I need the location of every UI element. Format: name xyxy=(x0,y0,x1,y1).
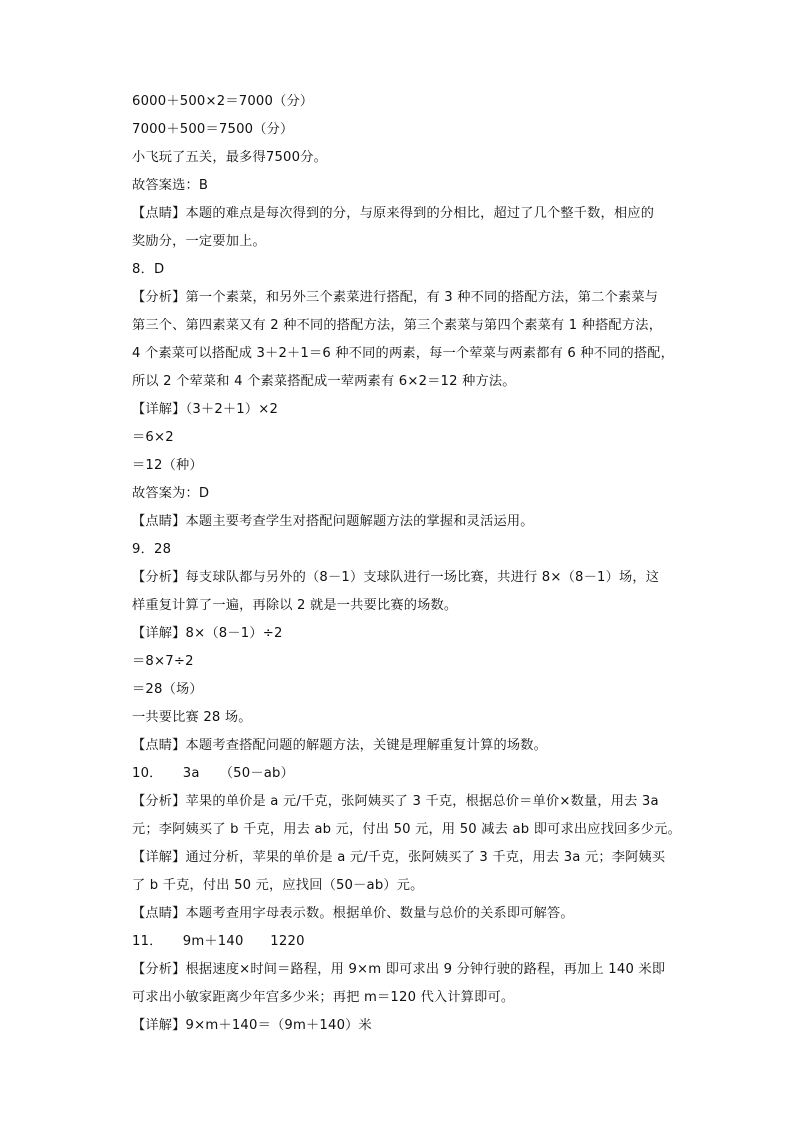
text-line: 【详解】通过分析，苹果的单价是 a 元/千克，张阿姨买了 3 千克，用去 3a 元；李阿姨买 xyxy=(132,850,666,865)
text-line: 【点睛】本题考查用字母表示数。根据单价、数量与总价的关系即可解答。 xyxy=(132,906,574,921)
text-line: 【点睛】本题的难点是每次得到的分，与原来得到的分相比，超过了几个整千数，相应的 xyxy=(132,206,655,221)
text-line: 6000＋500×2＝7000（分） xyxy=(132,94,314,109)
text-line: ＝28（场） xyxy=(132,682,203,697)
text-line: 10． 3a （50－ab） xyxy=(132,766,294,781)
text-line: 11． 9m＋140 1220 xyxy=(132,934,305,949)
text-line: 故答案为：D xyxy=(132,486,210,501)
text-line: 一共要比赛 28 场。 xyxy=(132,710,252,725)
text-line: 【分析】苹果的单价是 a 元/千克，张阿姨买了 3 千克，根据总价＝单价×数量，用去 3a xyxy=(132,794,659,809)
text-line: 4 个素菜可以搭配成 3＋2＋1＝6 种不同的两素，每一个荤菜与两素都有 6 种不同的搭配， xyxy=(132,346,675,361)
text-line: 8．D xyxy=(132,262,165,277)
text-line: 7000＋500＝7500（分） xyxy=(132,122,294,137)
text-line: 【分析】根据速度×时间＝路程，用 9×m 即可求出 9 分钟行驶的路程，再加上 140 米即 xyxy=(132,962,666,977)
text-line: 小飞玩了五关，最多得7500分。 xyxy=(132,150,328,165)
text-line: 第三个、第四素菜又有 2 种不同的搭配方法，第三个素菜与第四个素菜有 1 种搭配方法， xyxy=(132,318,663,333)
text-line: 【详解】9×m＋140＝（9m＋140）米 xyxy=(132,1018,372,1033)
text-line: ＝6×2 xyxy=(132,430,174,445)
text-line: 9．28 xyxy=(132,542,172,557)
text-line: 奖励分，一定要加上。 xyxy=(132,234,266,249)
text-line: 【点睛】本题考查搭配问题的解题方法，关键是理解重复计算的场数。 xyxy=(132,738,548,753)
text-line: ＝12（种） xyxy=(132,458,203,473)
text-line: 所以 2 个荤菜和 4 个素菜搭配成一荤两素有 6×2＝12 种方法。 xyxy=(132,374,516,389)
text-line: 元；李阿姨买了 b 千克，用去 ab 元，付出 50 元，用 50 减去 ab 即可求出应找回多少元。 xyxy=(132,822,681,837)
text-line: 【详解】（3＋2＋1）×2 xyxy=(132,402,279,417)
text-line: 样重复计算了一遍，再除以 2 就是一共要比赛的场数。 xyxy=(132,598,458,613)
text-line: 【分析】每支球队都与另外的（8－1）支球队进行一场比赛，共进行 8×（8－1）场，这 xyxy=(132,570,660,585)
text-line: 可求出小敏家距离少年宫多少米；再把 m＝120 代入计算即可。 xyxy=(132,990,515,1005)
text-line: 【点睛】本题主要考查学生对搭配问题解题方法的掌握和灵活运用。 xyxy=(132,514,534,529)
text-line: 故答案选：B xyxy=(132,178,209,193)
text-line: 【详解】8×（8－1）÷2 xyxy=(132,626,283,641)
text-line: 了 b 千克，付出 50 元，应找回（50－ab）元。 xyxy=(132,878,424,893)
text-line: 【分析】第一个素菜，和另外三个素菜进行搭配，有 3 种不同的搭配方法，第二个素菜与 xyxy=(132,290,659,305)
document-body xyxy=(132,88,692,1040)
text-line: ＝8×7÷2 xyxy=(132,654,194,669)
